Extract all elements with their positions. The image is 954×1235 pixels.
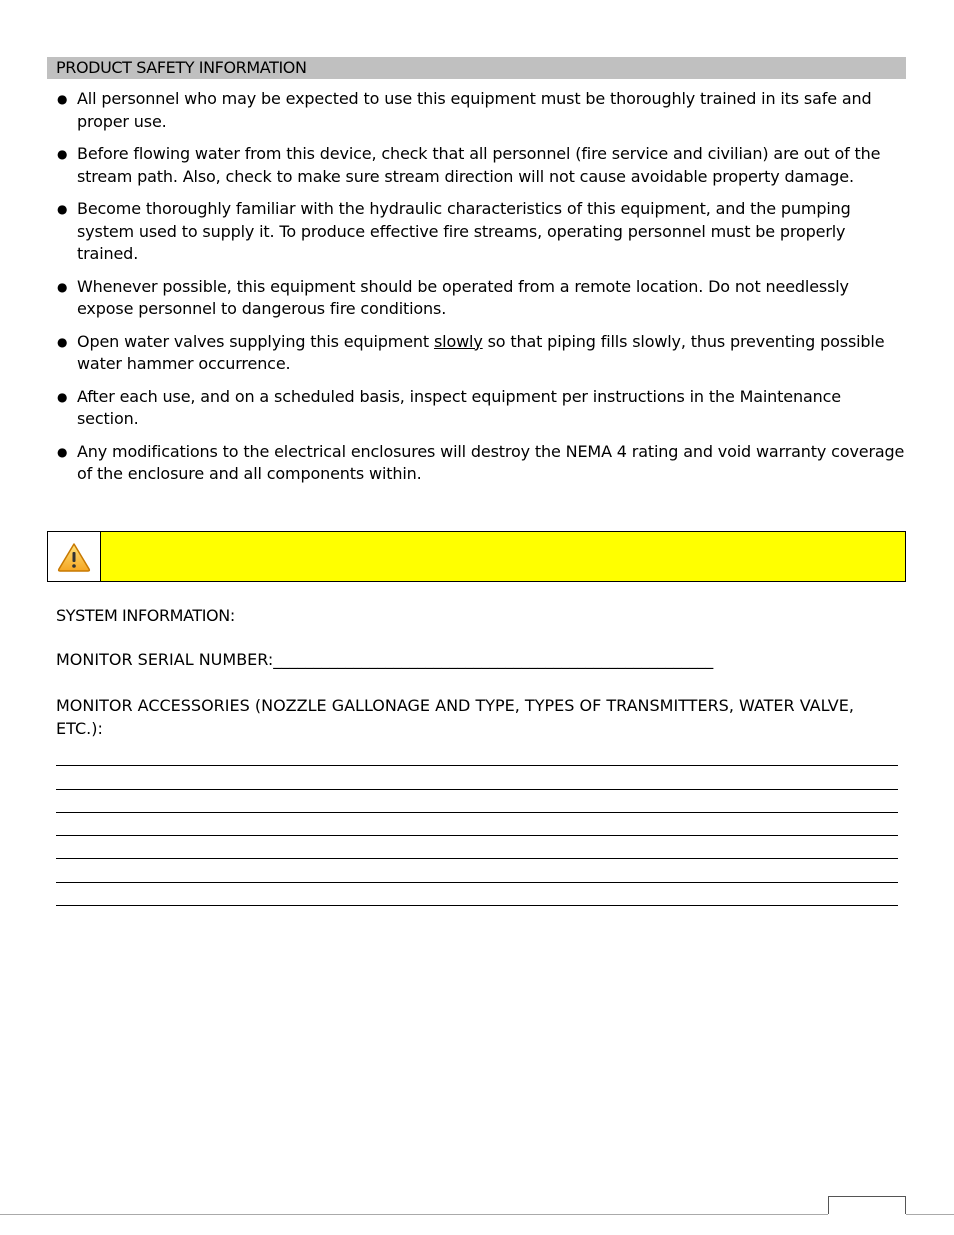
accessories-fill-lines: [56, 743, 898, 906]
bullet-dot-icon: ●: [57, 92, 68, 106]
bullet-text: After each use, and on a scheduled basis, inspect equipment per instructions in the Maintenance section.: [77, 386, 841, 428]
bullet-dot-icon: ●: [57, 389, 68, 404]
bullet-dot-icon: ●: [57, 444, 68, 459]
safety-bullet: [55, 276, 905, 321]
serial-number-field[interactable]: _______________________________________________________: [273, 650, 714, 669]
serial-number-label: MONITOR SERIAL NUMBER:: [56, 650, 274, 669]
warning-triangle-icon: [57, 542, 91, 572]
fill-line[interactable]: [56, 836, 898, 859]
safety-bullet: [55, 143, 905, 188]
bullet-dot-icon: ●: [57, 334, 68, 349]
bullet-text: Before flowing water from this device, check that all personnel (fire service and civilian) are out of the stream path. Also, check to make sure stream direction will not cause avoidable property damage.: [77, 144, 881, 186]
system-info-heading: SYSTEM INFORMATION:: [56, 606, 235, 625]
bullet-text: Become thoroughly familiar with the hydraulic characteristics of this equipment, and the pumping system used to supply it. To produce effective fire streams, operating personnel must be properly trained.: [77, 199, 851, 263]
fill-line[interactable]: [56, 743, 898, 766]
bullet-text: Whenever possible, this equipment should be operated from a remote location. Do not needlessly expose personnel to dangerous fire conditions.: [77, 276, 849, 318]
safety-heading: PRODUCT SAFETY INFORMATION: [47, 57, 906, 79]
warning-icon-cell: [48, 532, 101, 581]
accessories-label: MONITOR ACCESSORIES (NOZZLE GALLONAGE AND TYPE, TYPES OF TRANSMITTERS, WATER VALVE, ETC.):: [56, 696, 854, 738]
serial-number-row: [56, 650, 713, 669]
fill-line[interactable]: [56, 790, 898, 813]
safety-bullet: [55, 88, 905, 133]
bullet-text-pre: Open water valves supplying this equipment: [77, 331, 434, 351]
bullet-dot-icon: ●: [57, 147, 68, 161]
bullet-dot-icon: ●: [57, 279, 68, 294]
fill-line[interactable]: [56, 813, 898, 836]
safety-bullet: [55, 331, 905, 376]
bullet-dot-icon: ●: [57, 202, 68, 216]
safety-bullet: [55, 386, 905, 431]
warning-callout: [47, 531, 906, 582]
bullet-text: Any modifications to the electrical enclosures will destroy the NEMA 4 rating and void warranty coverage of the enclosure and all components within.: [77, 441, 905, 483]
footer-rule: [906, 1214, 954, 1215]
bullet-text-emphasis: slowly: [433, 331, 483, 351]
fill-line[interactable]: [56, 859, 898, 882]
fill-line[interactable]: [56, 883, 898, 906]
bullet-text: All personnel who may be expected to use this equipment must be thoroughly trained in its safe and proper use.: [77, 89, 872, 131]
fill-line[interactable]: [56, 766, 898, 789]
safety-bullet-list: [55, 88, 905, 496]
bullet-text-post: so that piping fills slowly, thus preventing possible water hammer occurrence.: [77, 331, 885, 373]
page-number-box: [828, 1196, 906, 1214]
safety-bullet: [55, 198, 905, 266]
footer-rule: [0, 1214, 828, 1215]
safety-bullet: [55, 441, 905, 486]
